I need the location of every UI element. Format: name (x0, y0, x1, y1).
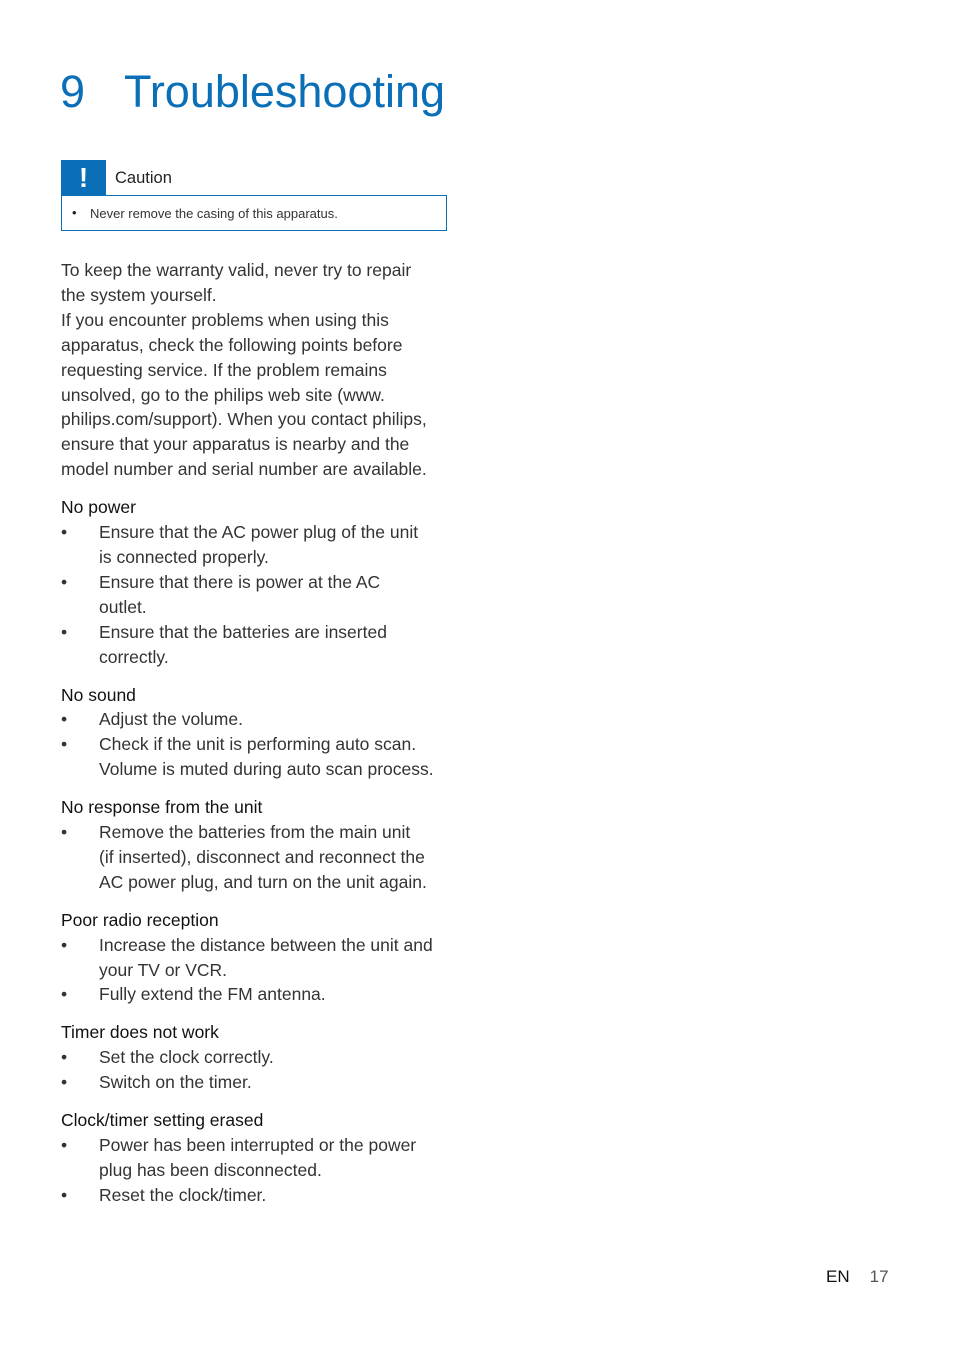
list-item (61, 732, 451, 782)
list-item (61, 520, 451, 570)
list-item (61, 707, 451, 732)
list-item-line: AC power plug, and turn on the unit again. (99, 871, 427, 892)
bullet-icon: • (61, 1135, 68, 1155)
list-item-line: Ensure that there is power at the AC (99, 571, 381, 592)
bullet-list (61, 520, 451, 669)
list-item-line: Ensure that the AC power plug of the unit (99, 522, 419, 543)
list-item-line: Power has been interrupted or the power (99, 1135, 417, 1155)
intro-line: the system yourself. (61, 284, 217, 305)
bullet-icon: • (61, 1072, 68, 1093)
intro-line: If you encounter problems when using this (61, 309, 389, 330)
bullet-icon: • (61, 984, 68, 1005)
list-item-line: Remove the batteries from the main unit (99, 822, 411, 843)
caution-item: Never remove the casing of this apparatus. (90, 206, 338, 221)
intro-line: philips.com/support). When you contact philips, (61, 409, 427, 430)
bullet-icon: • (61, 621, 68, 642)
section-title: Poor radio reception (61, 909, 219, 930)
chapter-title: Troubleshooting (124, 66, 446, 117)
troubleshooting-section (61, 1020, 451, 1095)
exclamation-icon: ! (61, 160, 106, 195)
bullet-icon: • (72, 205, 77, 220)
intro-line: requesting service. If the problem remains (61, 359, 387, 380)
list-item (61, 982, 451, 1007)
caution-header (61, 160, 447, 195)
chapter-number: 9 (60, 66, 86, 117)
bullet-list (61, 707, 451, 782)
list-item-line: (if inserted), disconnect and reconnect the (99, 846, 425, 867)
list-item (61, 1045, 451, 1070)
intro-line: apparatus, check the following points before (61, 334, 403, 355)
list-item-line: is connected properly. (99, 546, 269, 567)
troubleshooting-section (61, 495, 451, 669)
caution-body (61, 195, 447, 231)
list-item-line: Increase the distance between the unit and (99, 934, 433, 955)
list-item-line: Fully extend the FM antenna. (99, 984, 326, 1005)
section-title: No sound (61, 684, 136, 705)
list-item (61, 933, 451, 983)
sections (61, 495, 451, 1208)
troubleshooting-section (61, 795, 451, 895)
section-title: No response from the unit (61, 797, 263, 818)
list-item (61, 1133, 451, 1183)
section-title: Timer does not work (61, 1022, 219, 1043)
bullet-icon: • (61, 934, 68, 955)
section-title: Clock/timer setting erased (61, 1110, 264, 1131)
list-item (61, 620, 451, 670)
intro-line: ensure that your apparatus is nearby and the (61, 434, 410, 455)
list-item-line: outlet. (99, 596, 147, 617)
list-item-line: Switch on the timer. (99, 1072, 252, 1093)
troubleshooting-section (61, 683, 451, 783)
list-item-line: your TV or VCR. (99, 959, 228, 980)
bullet-icon: • (61, 571, 68, 592)
bullet-icon: • (61, 1184, 68, 1205)
caution-box (61, 160, 447, 231)
list-item (61, 1070, 451, 1095)
bullet-icon: • (61, 1047, 68, 1068)
list-item-line: Reset the clock/timer. (99, 1184, 267, 1205)
intro-line: model number and serial number are available. (61, 459, 427, 480)
intro-line: To keep the warranty valid, never try to repair (61, 260, 412, 280)
bullet-icon: • (61, 822, 68, 843)
list-item-line: Set the clock correctly. (99, 1047, 274, 1068)
bullet-list (61, 1045, 451, 1095)
list-item-line: Ensure that the batteries are inserted (99, 621, 387, 642)
list-item-line: plug has been disconnected. (99, 1159, 322, 1180)
caution-label: Caution (115, 169, 172, 187)
main-content (61, 258, 451, 1208)
section-title: No power (61, 497, 136, 518)
list-item-line: Adjust the volume. (99, 709, 243, 730)
bullet-icon: • (61, 709, 68, 730)
list-item-line: correctly. (99, 646, 169, 667)
list-item (61, 570, 451, 620)
troubleshooting-section (61, 908, 451, 1008)
language-code: EN (826, 1267, 850, 1286)
page-title (60, 62, 445, 122)
page-number: 17 (869, 1267, 889, 1286)
intro-paragraph (61, 258, 451, 482)
bullet-icon: • (61, 522, 68, 543)
list-item-line: Volume is muted during auto scan process. (99, 759, 434, 780)
bullet-icon: • (61, 734, 68, 755)
troubleshooting-section (61, 1108, 451, 1208)
bullet-list (61, 933, 451, 1008)
intro-line: unsolved, go to the philips web site (www. (61, 384, 385, 405)
list-item-line: Check if the unit is performing auto scan. (99, 734, 417, 755)
list-item (61, 820, 451, 895)
bullet-list (61, 820, 451, 895)
list-item (61, 1183, 451, 1208)
page-footer (826, 1266, 889, 1288)
bullet-list (61, 1133, 451, 1208)
